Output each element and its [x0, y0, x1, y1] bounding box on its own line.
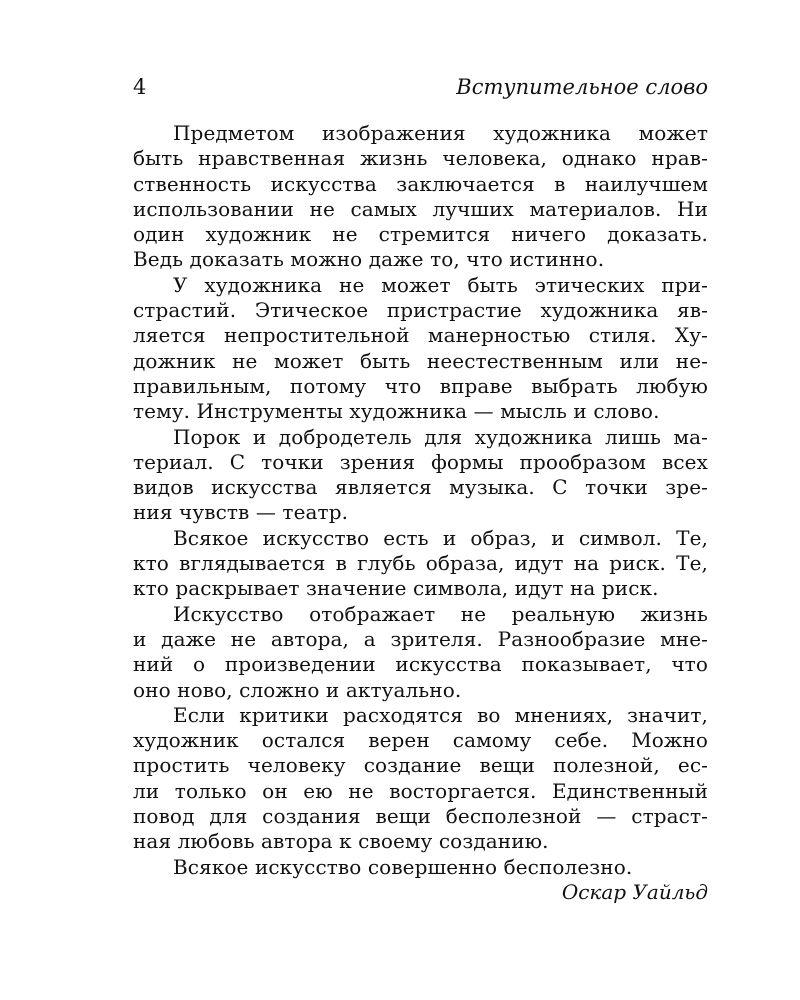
text-line: художник остался верен самому себе. Можно [133, 728, 708, 753]
text-line: ли только он ею не восторгается. Единственный [133, 778, 708, 803]
text-line: ная любовь автора к своему созданию. [133, 829, 549, 854]
text-line: Всякое искусство совершенно бесполезно. [173, 854, 633, 879]
text-line: У художника не может быть этических при- [173, 272, 708, 297]
text-line: Если критики расходятся во мнениях, значит, [173, 702, 708, 727]
text-line: ляется непростительной манерностью стиля. Ху- [133, 323, 708, 348]
text-line: дожник не может быть неестественным или не- [133, 348, 708, 373]
text-line: териал. С точки зрения формы прообразом всех [133, 449, 708, 474]
book-page [133, 70, 708, 905]
text-line: тему. Инструменты художника — мысль и слово. [133, 399, 660, 424]
text-line: повод для создания вещи бесполезной — страст- [133, 804, 708, 829]
paragraph [133, 273, 708, 425]
body-text [133, 121, 708, 905]
text-line: использовании не самых лучших материалов. Ни [133, 196, 708, 221]
text-line: и даже не автора, а зрителя. Разнообразие мне- [133, 626, 708, 651]
paragraph [133, 855, 708, 880]
text-line: кто раскрывает значение символа, идут на риск. [133, 576, 659, 601]
paragraph [133, 602, 708, 703]
text-line: Ведь доказать можно даже то, что истинно. [133, 247, 605, 272]
text-line: Предметом изображения художника может [173, 121, 708, 145]
paragraph [133, 425, 708, 526]
text-line: один художник не стремится ничего доказать. [133, 222, 708, 247]
text-line: кто вглядывается в глубь образа, идут на риск. Те, [133, 551, 708, 576]
text-line: Всякое искусство есть и образ, и символ. Те, [173, 525, 708, 550]
text-line: оно ново, сложно и актуально. [133, 677, 462, 702]
text-line: простить человеку создание вещи полезной, ес- [133, 753, 708, 778]
paragraph [133, 703, 708, 855]
text-line: ний о произведении искусства показывает, что [133, 652, 708, 677]
text-line: Искусство отображает не реальную жизнь [173, 601, 708, 626]
text-line: правильным, потому что вправе выбрать любую [133, 373, 708, 398]
page-number: 4 [133, 75, 147, 99]
text-line: быть нравственная жизнь человека, однако нрав- [133, 146, 708, 171]
running-title: Вступительное слово [456, 75, 708, 99]
text-line: ственность искусства заключается в наилучшем [133, 171, 708, 196]
text-line: Порок и добродетель для художника лишь ма- [173, 424, 708, 449]
author-signature: Оскар Уайльд [561, 879, 708, 904]
text-line: страстий. Этическое пристрастие художника яв- [133, 298, 708, 323]
paragraph [133, 526, 708, 602]
text-line: видов искусства является музыка. С точки зре- [133, 475, 708, 500]
page-header [133, 70, 708, 104]
paragraph [133, 121, 708, 273]
text-line: ния чувств — театр. [133, 500, 349, 525]
